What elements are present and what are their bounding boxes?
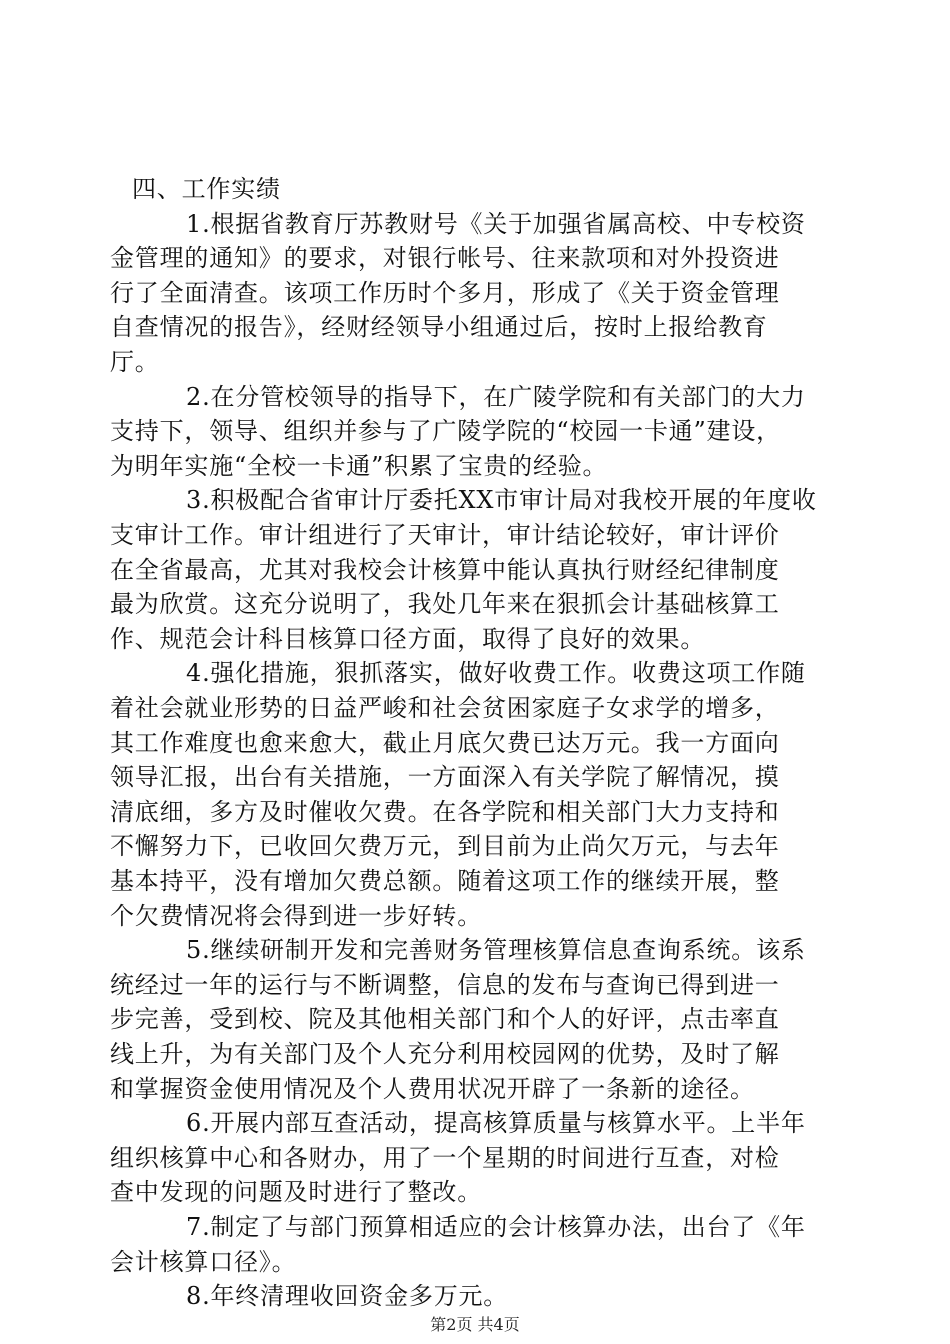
paragraph-6-line-1: 6.开展内部互查活动，提高核算质量与核算水平。上半年 xyxy=(186,1109,806,1138)
paragraph-4-line-4: 领导汇报，出台有关措施，一方面深入有关学院了解情况，摸 xyxy=(110,763,780,792)
paragraph-2-line-1: 2.在分管校领导的指导下，在广陵学院和有关部门的大力 xyxy=(186,382,806,411)
paragraph-1-line-1: 1.根据省教育厅苏教财号《关于加强省属高校、中专校资 xyxy=(186,209,806,238)
paragraph-5-line-4: 线上升，为有关部门及个人充分利用校园网的优势，及时了解 xyxy=(110,1040,780,1068)
paragraph-5-line-5: 和掌握资金使用情况及个人费用状况开辟了一条新的途径。 xyxy=(110,1074,755,1103)
paragraph-6-line-3: 查中发现的问题及时进行了整改。 xyxy=(110,1178,482,1207)
paragraph-5-line-3: 步完善，受到校、院及其他相关部门和个人的好评，点击率直 xyxy=(110,1005,780,1034)
paragraph-7-line-2: 会计核算口径》。 xyxy=(110,1247,297,1276)
paragraph-7-line-1: 7.制定了与部门预算相适应的会计核算办法，出台了《年 xyxy=(186,1213,806,1241)
paragraph-4-line-3: 其工作难度也愈来愈大，截止月底欠费已达万元。我一方面向 xyxy=(110,728,780,757)
paragraph-1-line-3: 行了全面清查。该项工作历时个多月，形成了《关于资金管理 xyxy=(110,278,780,307)
paragraph-3-line-5: 作、规范会计科目核算口径方面，取得了良好的效果。 xyxy=(110,624,706,653)
paragraph-4-line-1: 4.强化措施，狠抓落实，做好收费工作。收费这项工作随 xyxy=(186,659,806,688)
paragraph-4-line-6: 不懈努力下，已收回欠费万元，到目前为止尚欠万元，与去年 xyxy=(110,832,780,861)
paragraph-3-line-3: 在全省最高，尤其对我校会计核算中能认真执行财经纪律制度 xyxy=(110,555,780,584)
paragraph-1-line-2: 金管理的通知》的要求，对银行帐号、往来款项和对外投资进 xyxy=(110,244,780,273)
paragraph-3-line-1: 3.积极配合省审计厅委托XX市审计局对我校开展的年度收 xyxy=(186,486,817,515)
paragraph-1-line-4: 自查情况的报告》，经财经领导小组通过后，按时上报给教育 xyxy=(110,313,768,342)
paragraph-6-line-2: 组织核算中心和各财办，用了一个星期的时间进行互查，对检 xyxy=(110,1143,780,1172)
paragraph-2-line-2: 支持下，领导、组织并参与了广陵学院的“校园一卡通”建设， xyxy=(110,417,781,446)
page-footer: 第2页 共4页 xyxy=(430,1315,520,1334)
section-heading: 四、工作实绩 xyxy=(132,175,281,203)
paragraph-3-line-2: 支审计工作。审计组进行了天审计，审计结论较好，审计评价 xyxy=(110,521,780,549)
paragraph-5-line-1: 5.继续研制开发和完善财务管理核算信息查询系统。该系 xyxy=(186,936,806,965)
paragraph-8-line-1: 8.年终清理收回资金多万元。 xyxy=(186,1282,509,1311)
paragraph-5-line-2: 统经过一年的运行与不断调整，信息的发布与查询已得到进一 xyxy=(110,970,780,999)
paragraph-4-line-8: 个欠费情况将会得到进一步好转。 xyxy=(110,901,482,930)
paragraph-4-line-7: 基本持平，没有增加欠费总额。随着这项工作的继续开展，整 xyxy=(110,867,780,895)
paragraph-4-line-5: 清底细，多方及时催收欠费。在各学院和相关部门大力支持和 xyxy=(110,797,780,826)
paragraph-4-line-2: 着社会就业形势的日益严峻和社会贫困家庭子女求学的增多， xyxy=(110,694,780,722)
paragraph-2-line-3: 为明年实施“全校一卡通”积累了宝贵的经验。 xyxy=(110,451,608,480)
paragraph-1-line-5: 厅。 xyxy=(110,348,160,376)
paragraph-3-line-4: 最为欣赏。这充分说明了，我处几年来在狠抓会计基础核算工 xyxy=(110,590,780,619)
